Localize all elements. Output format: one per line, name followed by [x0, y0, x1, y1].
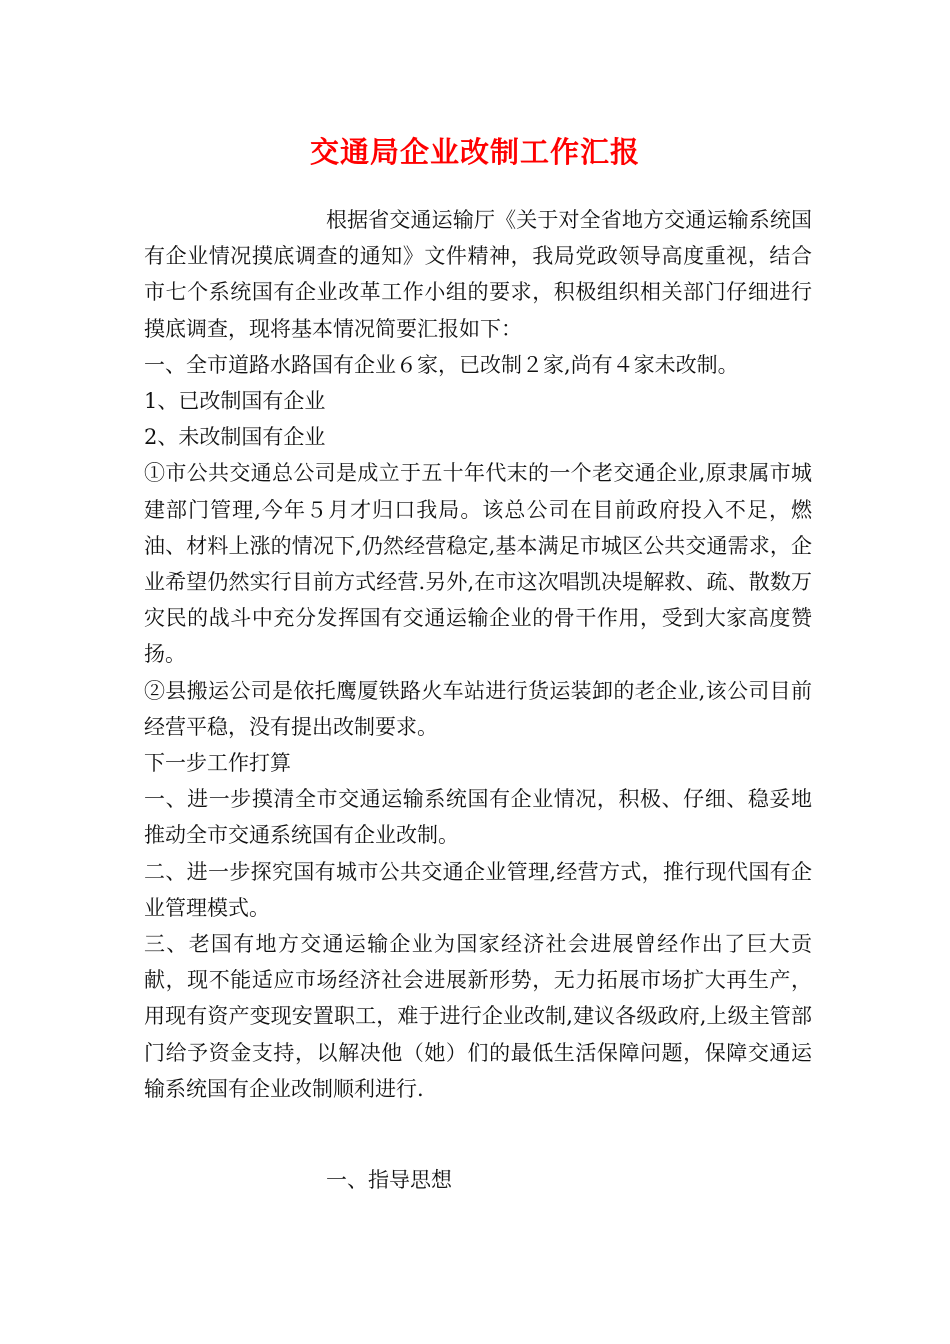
- summary-paragraph: 一、全市道路水路国有企业６家，已改制２家,尚有４家未改制。: [144, 352, 739, 377]
- handling-company-paragraph: ②县搬运公司是依托鹰厦铁路火车站进行货运装卸的老企业,该公司目前经营平稳，没有提出改制要求。: [144, 678, 812, 739]
- list-item-unrestructured: 2、未改制国有企业: [144, 425, 326, 450]
- next-step-item-1: 一、进一步摸清全市交通运输系统国有企业情况，积极、仔细、稳妥地推动全市交通系统国有企业改制。: [144, 787, 812, 848]
- next-step-item-2: 二、进一步探究国有城市公共交通企业管理,经营方式，推行现代国有企业管理模式。: [144, 859, 812, 920]
- document-body: [144, 202, 812, 1107]
- list-item-restructured: 1、已改制国有企业: [144, 389, 326, 414]
- next-step-item-3: 三、老国有地方交通运输企业为国家经济社会进展曾经作出了巨大贡献，现不能适应市场经济社会进展新形势，无力拓展市场扩大再生产，用现有资产变现安置职工，难于进行企业改制,建议各级政府,上级主管部门给予资金支持，以解决他（她）们的最低生活保障问题，保障交通运输系统国有企业改制顺利进行.: [144, 932, 812, 1101]
- intro-paragraph: 根据省交通运输厅《关于对全省地方交通运输系统国有企业情况摸底调查的通知》文件精神，我局党政领导高度重视，结合市七个系统国有企业改革工作小组的要求，积极组织相关部门仔细进行摸底调查，现将基本情况简要汇报如下：: [144, 208, 812, 341]
- document-title: 交通局企业改制工作汇报: [309, 135, 640, 169]
- bus-company-paragraph: ①市公共交通总公司是成立于五十年代末的一个老交通企业,原隶属市城建部门管理,今年５月才归口我局。该总公司在目前政府投入不足，燃油、材料上涨的情况下,仍然经营稳定,基本满足市城区公共交通需求，企业希望仍然实行目前方式经营.另外,在市这次唱凯决堤解救、疏、散数万灾民的战斗中充分发挥国有交通运输企业的骨干作用，受到大家高度赞扬。: [144, 461, 812, 667]
- section-heading-guiding-thought: 一、指导思想: [326, 1168, 452, 1192]
- next-steps-heading: 下一步工作打算: [144, 751, 291, 776]
